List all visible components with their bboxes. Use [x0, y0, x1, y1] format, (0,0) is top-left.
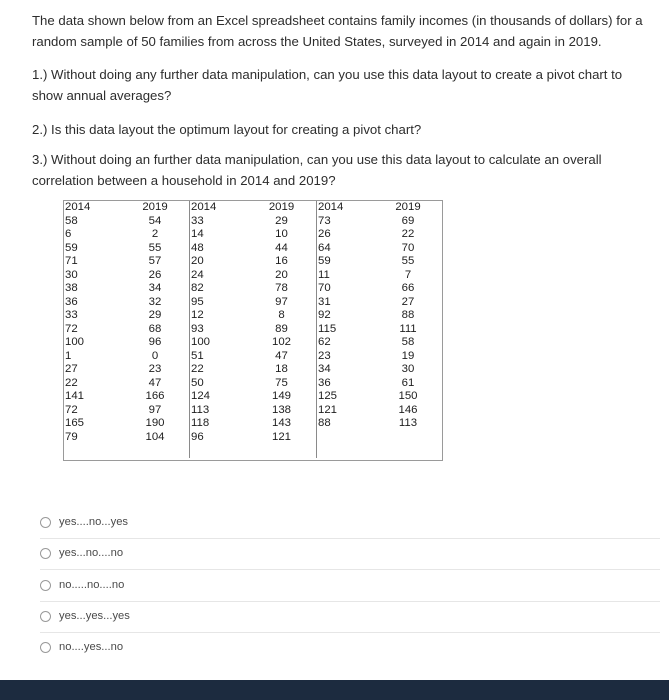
- table-cell: 6: [65, 228, 72, 240]
- question-2: 2.) Is this data layout the optimum layout for creating a pivot chart?: [32, 122, 422, 137]
- table-cell: 32: [148, 295, 162, 308]
- table-cell: 97: [275, 295, 288, 308]
- intro-text: The data shown below from an Excel spreadsheet contains family incomes (in thousands of dollars) for a random sample of 50 families from across the United States, surveyed in 2014 and again in 2019.: [32, 13, 643, 49]
- table-cell: 33: [191, 214, 204, 227]
- table-cell: 36: [318, 376, 331, 389]
- column-2014-c: [316, 201, 376, 458]
- table-cell: 47: [148, 376, 162, 389]
- table-cell: 55: [401, 255, 415, 267]
- table-cell: 97: [148, 403, 162, 416]
- question-3: 3.) Without doing an further data manipulation, can you use this data layout to calculate an overall correlation between a household in 2014 and 2019?: [32, 152, 602, 188]
- table-cell: 22: [401, 228, 415, 240]
- radio-icon[interactable]: [40, 517, 51, 528]
- table-cell: 48: [191, 241, 204, 254]
- question-1: 1.) Without doing any further data manipulation, can you use this data layout to create a pivot chart to show annual averages?: [32, 67, 623, 103]
- table-cell: 113: [191, 403, 210, 416]
- column-header: 2014: [191, 201, 217, 213]
- table-cell: 54: [148, 214, 162, 227]
- table-cell: 96: [148, 336, 162, 348]
- column-2019-a: [122, 201, 188, 458]
- table-cell: 73: [318, 214, 331, 227]
- table-cell: 26: [148, 268, 162, 281]
- table-cell: 26: [318, 228, 331, 240]
- table-cell: 92: [318, 309, 331, 321]
- table-cell: 93: [191, 322, 204, 335]
- radio-icon[interactable]: [40, 642, 51, 653]
- table-cell: 89: [275, 322, 288, 335]
- table-cell: 34: [148, 282, 162, 294]
- table-cell: 88: [401, 309, 415, 321]
- table-cell: 23: [318, 349, 331, 362]
- table-cell: 31: [318, 295, 331, 308]
- table-cell: 72: [65, 403, 78, 416]
- column-2014-b: [189, 201, 249, 458]
- table-cell: 104: [145, 430, 165, 443]
- option-1[interactable]: [40, 511, 128, 533]
- table-cell: 72: [65, 322, 78, 335]
- divider: [40, 601, 660, 602]
- table-cell: 18: [275, 363, 288, 375]
- table-cell: 20: [275, 268, 288, 281]
- table-cell: 125: [318, 390, 338, 402]
- table-cell: 10: [275, 228, 288, 240]
- table-cell: 1: [65, 349, 72, 362]
- table-cell: 29: [275, 214, 288, 227]
- table-cell: 113: [398, 417, 418, 429]
- column-header: 2019: [142, 201, 168, 213]
- table-cell: 8: [278, 309, 285, 321]
- table-cell: 143: [271, 417, 291, 429]
- table-cell: 59: [318, 255, 331, 267]
- table-cell: 47: [275, 349, 288, 362]
- table-cell: 111: [399, 322, 417, 335]
- table-cell: 66: [401, 282, 415, 294]
- table-cell: 82: [191, 282, 204, 294]
- table-cell: 165: [65, 417, 85, 429]
- table-cell: 34: [318, 363, 331, 375]
- table-cell: 115: [318, 322, 337, 335]
- table-cell: 70: [318, 282, 331, 294]
- table-cell: 79: [65, 430, 78, 443]
- table-cell: 166: [145, 390, 165, 402]
- table-cell: 27: [401, 295, 415, 308]
- spreadsheet-image: [63, 200, 443, 461]
- table-cell: 59: [65, 241, 78, 254]
- table-cell: 190: [145, 417, 165, 429]
- table-cell: 19: [401, 349, 415, 362]
- option-3[interactable]: [40, 574, 124, 596]
- table-cell: 141: [65, 390, 85, 402]
- table-cell: 22: [65, 376, 78, 389]
- table-cell: 44: [275, 241, 288, 254]
- option-label: yes....no...yes: [59, 516, 129, 528]
- table-cell: 55: [148, 241, 162, 254]
- table-cell: 64: [318, 241, 331, 254]
- option-label: yes...no....no: [59, 547, 124, 559]
- table-cell: 2: [151, 228, 159, 240]
- table-cell: 61: [401, 376, 415, 389]
- table-cell: 138: [271, 403, 291, 416]
- table-cell: 102: [271, 336, 291, 348]
- radio-icon[interactable]: [40, 611, 51, 622]
- option-label: no.....no....no: [59, 579, 125, 591]
- column-header: 2014: [65, 201, 91, 213]
- table-cell: 78: [275, 282, 288, 294]
- option-5[interactable]: [40, 636, 123, 658]
- table-cell: 23: [148, 363, 162, 375]
- table-cell: 121: [271, 430, 291, 443]
- column-2014-a: [64, 201, 123, 458]
- table-cell: 51: [191, 349, 204, 362]
- table-cell: 22: [191, 363, 204, 375]
- table-cell: 30: [65, 268, 78, 281]
- option-4[interactable]: [40, 605, 130, 627]
- table-cell: 0: [151, 349, 159, 362]
- table-cell: 121: [318, 403, 338, 416]
- table-cell: 88: [318, 417, 331, 429]
- divider: [40, 632, 660, 633]
- table-cell: 95: [191, 295, 204, 308]
- table-cell: 16: [275, 255, 288, 267]
- table-cell: 24: [191, 268, 204, 281]
- option-label: yes...yes...yes: [59, 610, 130, 622]
- radio-icon[interactable]: [40, 548, 51, 559]
- table-cell: 124: [191, 390, 211, 402]
- table-cell: 33: [65, 309, 78, 321]
- table-cell: 100: [65, 336, 85, 348]
- table-cell: 11: [318, 268, 330, 281]
- divider: [40, 569, 660, 570]
- column-header: 2014: [318, 201, 344, 213]
- bottom-bar: [0, 680, 669, 700]
- table-cell: 30: [401, 363, 415, 375]
- table-cell: 27: [65, 363, 78, 375]
- column-header: 2019: [268, 201, 295, 213]
- column-2019-c: [375, 201, 441, 458]
- table-cell: 50: [191, 376, 204, 389]
- table-cell: 36: [65, 295, 78, 308]
- table-cell: 58: [65, 214, 78, 227]
- table-cell: 71: [65, 255, 78, 267]
- column-header: 2019: [395, 201, 421, 213]
- table-cell: 118: [191, 417, 210, 429]
- option-label: no....yes...no: [59, 641, 124, 653]
- table-cell: 12: [191, 309, 204, 321]
- table-cell: 38: [65, 282, 78, 294]
- table-cell: 70: [401, 241, 415, 254]
- table-cell: 29: [148, 309, 162, 321]
- table-cell: 57: [148, 255, 162, 267]
- divider: [40, 538, 660, 539]
- radio-icon[interactable]: [40, 580, 51, 591]
- table-cell: 100: [191, 336, 211, 348]
- table-cell: 7: [404, 268, 412, 281]
- option-2[interactable]: [40, 542, 123, 564]
- table-cell: 14: [191, 228, 204, 240]
- table-cell: 149: [271, 390, 291, 402]
- table-cell: 146: [398, 403, 418, 416]
- table-cell: 20: [191, 255, 204, 267]
- table-cell: 96: [191, 430, 204, 443]
- table-cell: 75: [275, 376, 288, 389]
- table-cell: 62: [318, 336, 331, 348]
- table-cell: 150: [398, 390, 418, 402]
- table-cell: 58: [401, 336, 415, 348]
- table-cell: 68: [148, 322, 162, 335]
- column-2019-b: [248, 201, 315, 458]
- table-cell: 69: [401, 214, 415, 227]
